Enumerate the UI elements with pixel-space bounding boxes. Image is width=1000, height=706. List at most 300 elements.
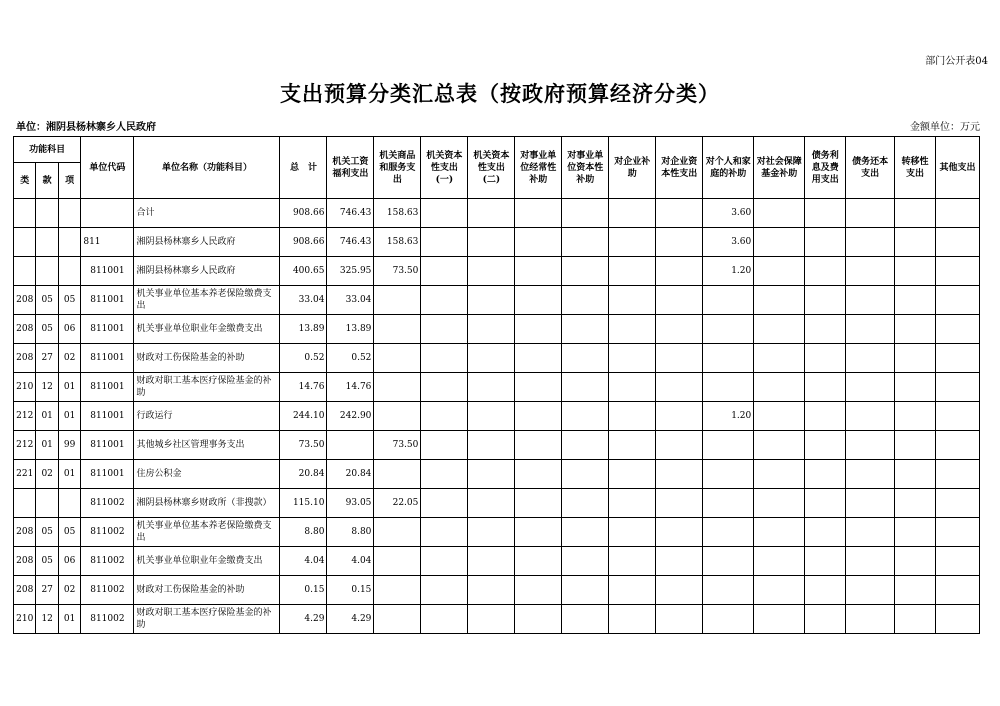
cell-transfer [895, 257, 936, 286]
cell-inst-capital-subsidy [562, 547, 609, 576]
cell-inst-capital-subsidy [562, 286, 609, 315]
table-row [14, 344, 980, 373]
cell-total: 0.15 [280, 576, 327, 605]
cell-xiang [58, 257, 80, 286]
cell-total: 400.65 [280, 257, 327, 286]
cell-enterprise-capital [656, 489, 703, 518]
cell-other [935, 344, 979, 373]
cell-debt-interest [805, 547, 846, 576]
cell-inst-capital-subsidy [562, 257, 609, 286]
cell-lei: 208 [14, 518, 36, 547]
cell-inst-regular-subsidy [515, 402, 562, 431]
cell-inst-regular-subsidy [515, 576, 562, 605]
header-inst-regular-subsidy: 对事业单位经常性补助 [515, 137, 562, 199]
cell-debt-interest [805, 257, 846, 286]
cell-wage-welfare: 0.15 [327, 576, 374, 605]
cell-inst-regular-subsidy [515, 315, 562, 344]
form-number: 部门公开表04 [925, 56, 988, 67]
cell-capital-1 [421, 286, 468, 315]
cell-social-security [754, 315, 805, 344]
cell-capital-2 [468, 518, 515, 547]
cell-unit-name: 机关事业单位基本养老保险缴费支出 [134, 286, 280, 315]
cell-wage-welfare: 33.04 [327, 286, 374, 315]
cell-lei: 208 [14, 286, 36, 315]
cell-goods-services [374, 576, 421, 605]
cell-wage-welfare: 93.05 [327, 489, 374, 518]
cell-total: 20.84 [280, 460, 327, 489]
cell-goods-services [374, 402, 421, 431]
cell-xiang: 06 [58, 547, 80, 576]
table-row [14, 576, 980, 605]
cell-xiang [58, 489, 80, 518]
table-row [14, 518, 980, 547]
cell-enterprise-subsidy [609, 547, 656, 576]
cell-debt-principal [846, 315, 895, 344]
cell-goods-services: 73.50 [374, 431, 421, 460]
cell-debt-interest [805, 286, 846, 315]
cell-lei: 212 [14, 431, 36, 460]
cell-inst-regular-subsidy [515, 257, 562, 286]
cell-xiang: 05 [58, 286, 80, 315]
cell-xiang [58, 199, 80, 228]
table-body [14, 199, 980, 634]
cell-total: 14.76 [280, 373, 327, 402]
cell-transfer [895, 228, 936, 257]
cell-wage-welfare: 20.84 [327, 460, 374, 489]
cell-inst-regular-subsidy [515, 199, 562, 228]
cell-lei: 210 [14, 605, 36, 634]
cell-kuan: 02 [36, 460, 58, 489]
table-row [14, 373, 980, 402]
cell-other [935, 518, 979, 547]
cell-capital-1 [421, 547, 468, 576]
cell-debt-principal [846, 228, 895, 257]
cell-kuan: 12 [36, 373, 58, 402]
cell-debt-interest [805, 489, 846, 518]
cell-social-security [754, 199, 805, 228]
cell-individual-subsidy [703, 489, 754, 518]
cell-debt-principal [846, 547, 895, 576]
cell-xiang: 02 [58, 576, 80, 605]
cell-other [935, 547, 979, 576]
cell-debt-principal [846, 402, 895, 431]
cell-capital-2 [468, 402, 515, 431]
cell-goods-services: 158.63 [374, 228, 421, 257]
cell-kuan: 05 [36, 315, 58, 344]
cell-capital-1 [421, 460, 468, 489]
cell-inst-capital-subsidy [562, 199, 609, 228]
cell-capital-1 [421, 605, 468, 634]
cell-enterprise-capital [656, 315, 703, 344]
cell-kuan: 27 [36, 576, 58, 605]
cell-unit-code: 811002 [81, 576, 134, 605]
cell-goods-services [374, 547, 421, 576]
cell-enterprise-subsidy [609, 373, 656, 402]
cell-individual-subsidy [703, 286, 754, 315]
cell-xiang: 02 [58, 344, 80, 373]
cell-xiang [58, 228, 80, 257]
cell-wage-welfare: 14.76 [327, 373, 374, 402]
cell-kuan: 05 [36, 286, 58, 315]
cell-inst-capital-subsidy [562, 228, 609, 257]
cell-kuan: 01 [36, 431, 58, 460]
cell-inst-regular-subsidy [515, 286, 562, 315]
cell-debt-principal [846, 373, 895, 402]
cell-social-security [754, 257, 805, 286]
budget-table [13, 136, 980, 634]
cell-inst-capital-subsidy [562, 489, 609, 518]
cell-capital-1 [421, 373, 468, 402]
cell-debt-interest [805, 576, 846, 605]
header-total: 总 计 [280, 137, 327, 199]
cell-goods-services [374, 460, 421, 489]
cell-inst-capital-subsidy [562, 431, 609, 460]
cell-lei: 208 [14, 576, 36, 605]
header-lei: 类 [14, 163, 36, 199]
cell-unit-name: 行政运行 [134, 402, 280, 431]
cell-lei: 208 [14, 547, 36, 576]
cell-inst-regular-subsidy [515, 547, 562, 576]
cell-individual-subsidy [703, 315, 754, 344]
cell-other [935, 489, 979, 518]
cell-transfer [895, 576, 936, 605]
cell-xiang: 06 [58, 315, 80, 344]
cell-lei [14, 257, 36, 286]
cell-enterprise-capital [656, 228, 703, 257]
cell-transfer [895, 373, 936, 402]
cell-kuan: 05 [36, 518, 58, 547]
header-other: 其他支出 [935, 137, 979, 199]
cell-debt-principal [846, 489, 895, 518]
cell-unit-name: 财政对工伤保险基金的补助 [134, 344, 280, 373]
cell-other [935, 315, 979, 344]
cell-enterprise-capital [656, 547, 703, 576]
cell-individual-subsidy [703, 460, 754, 489]
table-row [14, 199, 980, 228]
cell-capital-1 [421, 518, 468, 547]
cell-social-security [754, 489, 805, 518]
cell-individual-subsidy [703, 547, 754, 576]
cell-wage-welfare: 4.29 [327, 605, 374, 634]
cell-wage-welfare: 746.43 [327, 228, 374, 257]
table-row [14, 460, 980, 489]
cell-goods-services: 73.50 [374, 257, 421, 286]
cell-debt-principal [846, 286, 895, 315]
cell-transfer [895, 605, 936, 634]
cell-individual-subsidy [703, 344, 754, 373]
cell-social-security [754, 344, 805, 373]
cell-transfer [895, 344, 936, 373]
cell-individual-subsidy [703, 576, 754, 605]
cell-kuan [36, 257, 58, 286]
header-unit-name: 单位名称（功能科目） [134, 137, 280, 199]
header-enterprise-subsidy: 对企业补助 [609, 137, 656, 199]
cell-individual-subsidy: 3.60 [703, 199, 754, 228]
cell-wage-welfare: 13.89 [327, 315, 374, 344]
cell-debt-interest [805, 344, 846, 373]
cell-individual-subsidy: 3.60 [703, 228, 754, 257]
cell-individual-subsidy: 1.20 [703, 257, 754, 286]
cell-capital-1 [421, 228, 468, 257]
header-debt-principal: 债务还本支出 [846, 137, 895, 199]
cell-capital-2 [468, 257, 515, 286]
header-capital-2: 机关资本性支出(二) [468, 137, 515, 199]
cell-kuan: 27 [36, 344, 58, 373]
cell-xiang: 99 [58, 431, 80, 460]
cell-transfer [895, 547, 936, 576]
cell-debt-interest [805, 199, 846, 228]
cell-total: 0.52 [280, 344, 327, 373]
cell-transfer [895, 460, 936, 489]
cell-enterprise-capital [656, 460, 703, 489]
cell-enterprise-capital [656, 605, 703, 634]
cell-kuan [36, 489, 58, 518]
cell-capital-1 [421, 431, 468, 460]
cell-unit-code: 811001 [81, 257, 134, 286]
cell-debt-interest [805, 373, 846, 402]
cell-capital-2 [468, 489, 515, 518]
header-inst-capital-subsidy: 对事业单位资本性补助 [562, 137, 609, 199]
cell-unit-code: 811001 [81, 460, 134, 489]
cell-debt-interest [805, 228, 846, 257]
cell-social-security [754, 402, 805, 431]
cell-enterprise-capital [656, 576, 703, 605]
cell-unit-code: 811001 [81, 286, 134, 315]
cell-unit-name: 湘阴县杨林寨乡人民政府 [134, 257, 280, 286]
cell-lei: 208 [14, 344, 36, 373]
cell-capital-2 [468, 460, 515, 489]
table-row [14, 286, 980, 315]
cell-inst-capital-subsidy [562, 518, 609, 547]
cell-wage-welfare [327, 431, 374, 460]
table-row [14, 547, 980, 576]
cell-transfer [895, 518, 936, 547]
cell-enterprise-subsidy [609, 402, 656, 431]
cell-unit-name: 财政对职工基本医疗保险基金的补助 [134, 373, 280, 402]
cell-total: 13.89 [280, 315, 327, 344]
cell-total: 8.80 [280, 518, 327, 547]
cell-unit-code: 811002 [81, 547, 134, 576]
cell-individual-subsidy: 1.20 [703, 402, 754, 431]
cell-inst-capital-subsidy [562, 402, 609, 431]
cell-capital-2 [468, 286, 515, 315]
cell-capital-1 [421, 576, 468, 605]
cell-other [935, 605, 979, 634]
cell-capital-1 [421, 315, 468, 344]
table-row [14, 257, 980, 286]
cell-inst-capital-subsidy [562, 315, 609, 344]
cell-wage-welfare: 746.43 [327, 199, 374, 228]
cell-kuan: 12 [36, 605, 58, 634]
page-title: 支出预算分类汇总表（按政府预算经济分类） [280, 81, 720, 106]
cell-enterprise-subsidy [609, 518, 656, 547]
cell-individual-subsidy [703, 373, 754, 402]
cell-debt-interest [805, 402, 846, 431]
table-header [14, 137, 980, 199]
cell-inst-regular-subsidy [515, 605, 562, 634]
cell-social-security [754, 373, 805, 402]
cell-enterprise-subsidy [609, 228, 656, 257]
cell-enterprise-subsidy [609, 576, 656, 605]
table-row [14, 402, 980, 431]
cell-lei: 212 [14, 402, 36, 431]
table-row [14, 315, 980, 344]
cell-capital-2 [468, 547, 515, 576]
cell-wage-welfare: 8.80 [327, 518, 374, 547]
cell-other [935, 431, 979, 460]
cell-goods-services [374, 605, 421, 634]
cell-enterprise-capital [656, 431, 703, 460]
cell-other [935, 286, 979, 315]
cell-enterprise-subsidy [609, 344, 656, 373]
cell-wage-welfare: 4.04 [327, 547, 374, 576]
cell-goods-services: 22.05 [374, 489, 421, 518]
cell-kuan [36, 228, 58, 257]
cell-total: 4.29 [280, 605, 327, 634]
cell-kuan: 01 [36, 402, 58, 431]
cell-enterprise-capital [656, 518, 703, 547]
cell-individual-subsidy [703, 518, 754, 547]
cell-social-security [754, 518, 805, 547]
cell-inst-capital-subsidy [562, 373, 609, 402]
table-row [14, 228, 980, 257]
cell-enterprise-subsidy [609, 257, 656, 286]
cell-debt-principal [846, 576, 895, 605]
cell-total: 908.66 [280, 199, 327, 228]
cell-inst-regular-subsidy [515, 344, 562, 373]
cell-enterprise-capital [656, 373, 703, 402]
cell-xiang: 01 [58, 373, 80, 402]
cell-unit-name: 机关事业单位基本养老保险缴费支出 [134, 518, 280, 547]
cell-individual-subsidy [703, 431, 754, 460]
cell-goods-services: 158.63 [374, 199, 421, 228]
cell-enterprise-subsidy [609, 199, 656, 228]
cell-debt-interest [805, 431, 846, 460]
cell-lei: 208 [14, 315, 36, 344]
cell-other [935, 576, 979, 605]
cell-capital-1 [421, 199, 468, 228]
cell-debt-principal [846, 257, 895, 286]
cell-enterprise-capital [656, 257, 703, 286]
cell-social-security [754, 576, 805, 605]
header-xiang: 项 [58, 163, 80, 199]
cell-lei [14, 199, 36, 228]
cell-enterprise-capital [656, 402, 703, 431]
cell-inst-capital-subsidy [562, 605, 609, 634]
cell-unit-name: 住房公积金 [134, 460, 280, 489]
cell-inst-regular-subsidy [515, 228, 562, 257]
cell-xiang: 01 [58, 402, 80, 431]
cell-total: 244.10 [280, 402, 327, 431]
cell-debt-interest [805, 315, 846, 344]
cell-unit-name: 财政对职工基本医疗保险基金的补助 [134, 605, 280, 634]
cell-unit-code [81, 199, 134, 228]
cell-debt-interest [805, 460, 846, 489]
cell-capital-2 [468, 431, 515, 460]
cell-capital-1 [421, 344, 468, 373]
cell-enterprise-subsidy [609, 431, 656, 460]
cell-other [935, 257, 979, 286]
cell-xiang: 01 [58, 605, 80, 634]
cell-wage-welfare: 242.90 [327, 402, 374, 431]
cell-other [935, 460, 979, 489]
cell-social-security [754, 547, 805, 576]
cell-transfer [895, 489, 936, 518]
cell-transfer [895, 402, 936, 431]
cell-transfer [895, 431, 936, 460]
cell-debt-principal [846, 344, 895, 373]
cell-unit-code: 811002 [81, 605, 134, 634]
cell-capital-2 [468, 315, 515, 344]
header-transfer: 转移性支出 [895, 137, 936, 199]
cell-social-security [754, 286, 805, 315]
cell-debt-principal [846, 199, 895, 228]
cell-enterprise-capital [656, 344, 703, 373]
cell-inst-regular-subsidy [515, 518, 562, 547]
cell-capital-2 [468, 228, 515, 257]
cell-inst-regular-subsidy [515, 373, 562, 402]
cell-total: 115.10 [280, 489, 327, 518]
cell-capital-2 [468, 344, 515, 373]
cell-capital-1 [421, 257, 468, 286]
cell-lei: 210 [14, 373, 36, 402]
cell-inst-regular-subsidy [515, 460, 562, 489]
cell-inst-regular-subsidy [515, 489, 562, 518]
cell-total: 33.04 [280, 286, 327, 315]
cell-unit-code: 811001 [81, 344, 134, 373]
cell-social-security [754, 431, 805, 460]
cell-unit-code: 811002 [81, 489, 134, 518]
cell-unit-name: 湘阴县杨林寨乡财政所（非搜款） [134, 489, 280, 518]
cell-unit-code: 811 [81, 228, 134, 257]
cell-wage-welfare: 325.95 [327, 257, 374, 286]
cell-debt-principal [846, 460, 895, 489]
cell-total: 4.04 [280, 547, 327, 576]
cell-unit-name: 湘阴县杨林寨乡人民政府 [134, 228, 280, 257]
header-unit-code: 单位代码 [81, 137, 134, 199]
cell-inst-capital-subsidy [562, 460, 609, 489]
cell-individual-subsidy [703, 605, 754, 634]
cell-enterprise-subsidy [609, 460, 656, 489]
cell-unit-name: 机关事业单位职业年金缴费支出 [134, 547, 280, 576]
cell-goods-services [374, 518, 421, 547]
cell-goods-services [374, 344, 421, 373]
cell-social-security [754, 605, 805, 634]
cell-debt-principal [846, 518, 895, 547]
cell-unit-code: 811001 [81, 431, 134, 460]
cell-lei [14, 228, 36, 257]
cell-goods-services [374, 286, 421, 315]
cell-wage-welfare: 0.52 [327, 344, 374, 373]
cell-capital-2 [468, 373, 515, 402]
cell-capital-2 [468, 576, 515, 605]
cell-transfer [895, 199, 936, 228]
cell-goods-services [374, 373, 421, 402]
cell-total: 73.50 [280, 431, 327, 460]
cell-unit-name: 其他城乡社区管理事务支出 [134, 431, 280, 460]
header-social-security: 对社会保障基金补助 [754, 137, 805, 199]
cell-lei [14, 489, 36, 518]
cell-debt-principal [846, 431, 895, 460]
cell-transfer [895, 315, 936, 344]
cell-inst-capital-subsidy [562, 344, 609, 373]
cell-transfer [895, 286, 936, 315]
header-individual-subsidy: 对个人和家庭的补助 [703, 137, 754, 199]
cell-debt-interest [805, 605, 846, 634]
header-wage-welfare: 机关工资福利支出 [327, 137, 374, 199]
cell-enterprise-subsidy [609, 315, 656, 344]
cell-inst-capital-subsidy [562, 576, 609, 605]
